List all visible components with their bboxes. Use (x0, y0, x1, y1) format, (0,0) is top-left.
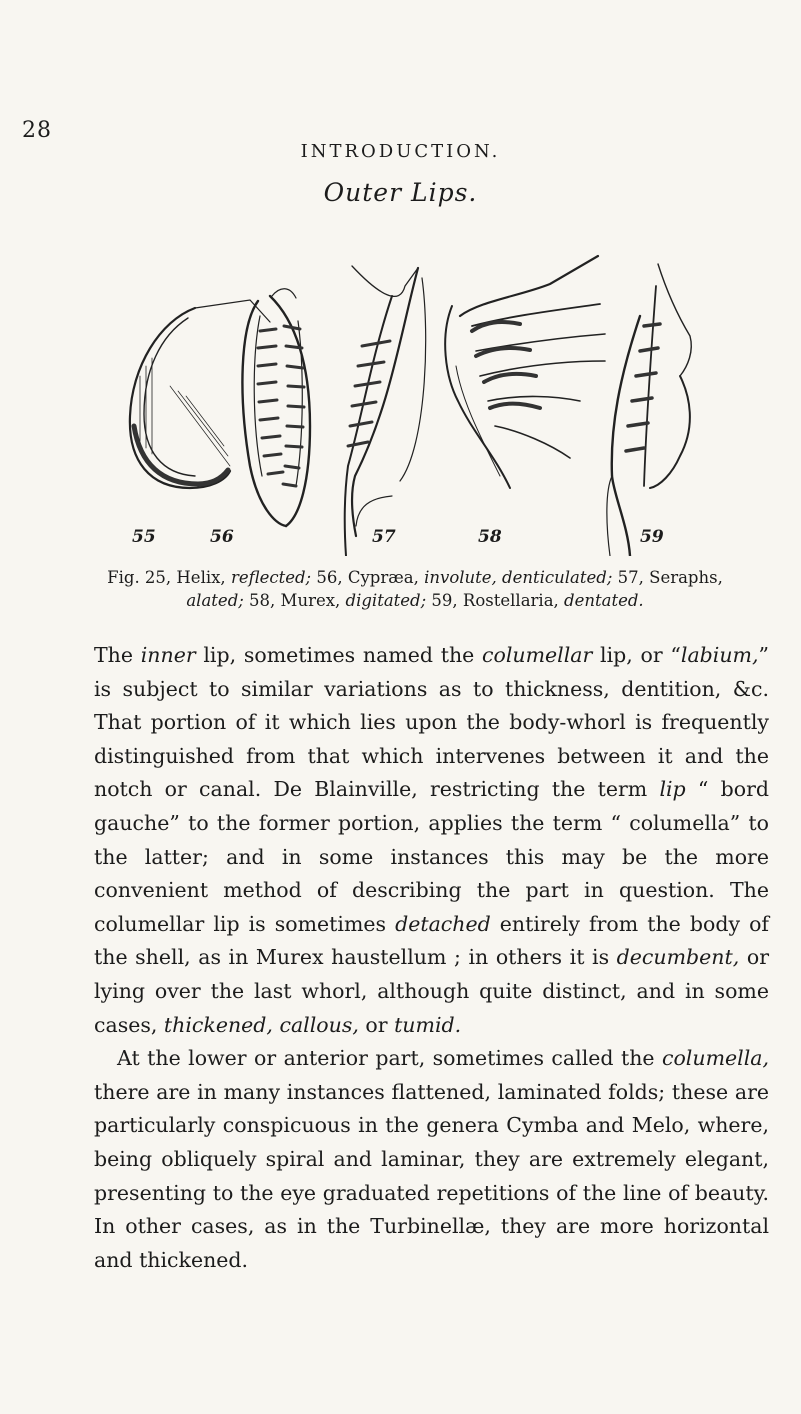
caption-text: Fig. 25, Helix, (107, 568, 231, 587)
text-run: lip, sometimes named the (195, 643, 483, 667)
caption-text: 56, Cypræa, (311, 568, 425, 587)
murex-lip-drawing (445, 256, 605, 488)
fig-label-57: 57 (372, 527, 396, 547)
text-run: entirely from the body of the shell, as in Murex haustellum ; in others it is (94, 911, 769, 970)
caption-text: 58, Murex, (243, 591, 346, 610)
seraphs-lip-drawing (345, 266, 426, 556)
caption-term: alated; (186, 591, 244, 610)
italic-term: thickened, (163, 1012, 273, 1037)
fig-label-56: 56 (210, 527, 234, 547)
italic-term: detached (395, 911, 491, 936)
italic-term: lip (659, 777, 686, 802)
italic-term: decumbent, (616, 945, 740, 970)
caption-term: reflected; (230, 568, 312, 587)
caption-text: 57, Seraphs, (612, 568, 723, 587)
italic-term: labium, (680, 643, 759, 667)
running-head: INTRODUCTION. (300, 141, 501, 162)
rostellaria-lip-drawing (607, 264, 691, 556)
paragraph-2 (94, 1042, 769, 1277)
fig-label-58: 58 (478, 527, 502, 547)
engraving-svg (100, 226, 700, 556)
italic-term: tumid. (394, 1012, 462, 1037)
text-run: lip, or “ (592, 643, 681, 667)
text-run: The (94, 643, 141, 667)
figure-caption (95, 566, 735, 612)
fig-label-55: 55 (132, 527, 156, 547)
italic-term: columellar (482, 643, 593, 667)
plate-title: Outer Lips. (323, 178, 478, 207)
caption-text: 59, Rostellaria, (426, 591, 565, 610)
paragraph-1 (94, 639, 769, 1042)
caption-term: involute, denticulated; (424, 568, 613, 587)
text-run: there are in many instances flattened, laminated folds; these are particularly conspicuous in the genera Cymba and Melo, where, being obliquely spiral and laminar, they are extremely elegant, presenting to the eye graduated repetitions of the line of beauty. In other cases, as in the Turbinellæ, they are more horizontal and thickened. (94, 1079, 769, 1272)
text-run: or lying over the last whorl, although quite distinct, and in some cases, (94, 945, 769, 1037)
page-number: 28 (22, 118, 52, 143)
body-text (94, 639, 769, 1277)
shell-lips-figure (100, 226, 700, 556)
italic-term: callous, (279, 1012, 359, 1037)
text-run: At the lower or anterior part, sometimes called the (117, 1046, 662, 1071)
text-run: ” is subject to similar variations as to thickness, dentition, &c. That portion of it which lies upon the body-whorl is frequently distinguished from that which intervenes between it and the notch or canal. De Blainville, restricting the term (94, 643, 769, 802)
caption-term: digitated; (345, 591, 427, 610)
caption-term: dentated. (564, 591, 644, 610)
italic-term: inner (140, 643, 196, 667)
text-run: or (358, 1012, 395, 1037)
italic-term: columella, (661, 1046, 769, 1071)
cypraea-lip-drawing (242, 289, 310, 526)
text-run: “ bord gauche” to the former portion, applies the term “ columella” to the latter; and in some instances this may be the more convenient method of describing the part in question. The columellar lip is sometimes (94, 777, 769, 936)
fig-label-59: 59 (640, 527, 664, 547)
